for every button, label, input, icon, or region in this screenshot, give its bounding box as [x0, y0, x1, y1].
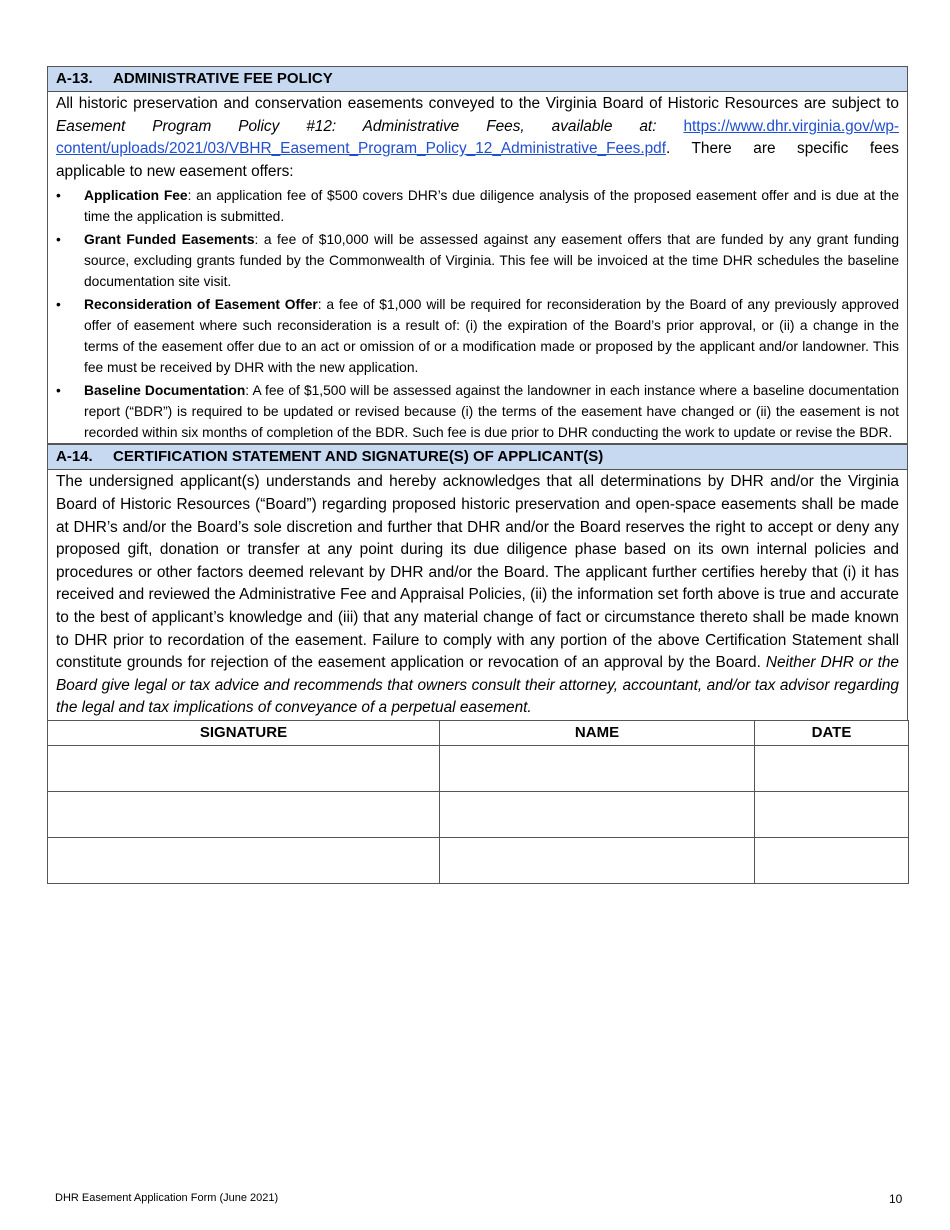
signature-table [47, 720, 909, 884]
bullet-icon: • [56, 297, 61, 313]
fee-item [48, 185, 899, 227]
signature-field[interactable] [48, 837, 440, 883]
section-a13 [47, 66, 908, 443]
section-a13-header [48, 67, 907, 92]
certification-statement [48, 470, 907, 720]
intro-text: All historic preservation and conservation easements conveyed to the Virginia Board of Historic Resources are subject to [56, 95, 899, 112]
bullet-icon: • [56, 232, 61, 248]
date-field[interactable] [755, 745, 909, 791]
section-a13-title: ADMINISTRATIVE FEE POLICY [113, 70, 333, 87]
fee-item [48, 294, 899, 378]
policy-link[interactable]: https://www.dhr.virginia.gov/wp-content/uploads/2021/03/VBHR_Easement_Program_Policy_12_Administrative_Fees.pdf [56, 117, 900, 158]
bullet-icon: • [56, 383, 61, 399]
fee-description: : an application fee of $500 covers DHR’s due diligence analysis of the proposed easement offer and is due at the time the application is submitted. [84, 188, 899, 225]
date-field[interactable] [755, 837, 909, 883]
fee-term: Baseline Documentation [84, 383, 246, 399]
signature-field[interactable] [48, 791, 440, 837]
table-row [48, 791, 909, 837]
footer-form-name: DHR Easement Application Form (June 2021) [55, 1192, 279, 1204]
section-a14-title: CERTIFICATION STATEMENT AND SIGNATURE(S) OF APPLICANT(S) [113, 448, 604, 466]
fee-item [48, 229, 899, 292]
fee-policy-intro [48, 92, 907, 183]
signature-field[interactable] [48, 745, 440, 791]
fee-term: Reconsideration of Easement Offer [84, 297, 318, 313]
signature-column-header: SIGNATURE [48, 720, 440, 745]
form-page [47, 66, 908, 884]
fee-description: : a fee of $1,000 will be required for reconsideration by the Board of any previously approved offer of easement where such reconsideration is a result of: (i) the expiration of the Board’s prior approval, or (ii) a change in the terms of the easement offer due to an act or omission of or a modification made or proposed by the applicant and/or landowner. This fee must be received by DHR with the new application. [84, 297, 899, 376]
table-row [48, 745, 909, 791]
intro-text-end: . There are specific fees applicable to new easement offers: [56, 140, 899, 180]
section-a14-number: A-14. [56, 448, 93, 466]
name-column-header: NAME [440, 720, 755, 745]
table-row [48, 837, 909, 883]
fee-item [48, 380, 899, 443]
fee-description: : A fee of $1,500 will be assessed against the landowner in each instance where a baseline documentation report (“BDR”) is required to be updated or revised because (i) the terms of the easement have changed or (ii) the easement is not recorded within six months of completion of the BDR. Such fee is due prior to DHR conducting the work to update or revise the BDR. [84, 383, 899, 441]
section-a13-number: A-13. [56, 70, 93, 87]
name-field[interactable] [440, 837, 755, 883]
name-field[interactable] [440, 745, 755, 791]
statement-text: The undersigned applicant(s) understands and hereby acknowledges that all determinations by DHR and/or the Virginia Board of Historic Resources (“Board”) regarding proposed historic preservation and open-space easements shall be made at DHR’s and/or the Board’s sole discretion and further that DHR and/or the Board reserves the right to accept or deny any proposed gift, donation or transfer at any point during its due diligence phase based on its own internal policies and procedures or other factors deemed relevant by DHR and/or the Board. The applicant further certifies hereby that (i) it has received and reviewed the Administrative Fee and Appraisal Policies, (ii) the information set forth above is true and accurate to the best of applicant’s knowledge and (iii) that any material change of fact or circumstance thereto shall be made known to DHR prior to recordation of the easement. Failure to comply with any portion of the above Certification Statement shall constitute grounds for rejection of the easement application or revocation of an approval by the Board. [56, 473, 899, 672]
name-field[interactable] [440, 791, 755, 837]
fee-description: : a fee of $10,000 will be assessed against any easement offers that are funded by any grant funding source, excluding grants funded by the Commonwealth of Virginia. This fee will be invoiced at the time DHR schedules the baseline documentation site visit. [84, 232, 899, 290]
page-number: 10 [889, 1192, 903, 1206]
fee-term: Grant Funded Easements [84, 232, 255, 248]
bullet-icon: • [56, 188, 61, 204]
date-field[interactable] [755, 791, 909, 837]
signature-table-header [48, 720, 909, 745]
fee-list [48, 185, 907, 443]
section-a14 [47, 443, 908, 720]
date-column-header: DATE [755, 720, 909, 745]
statement-disclaimer: Neither DHR or the Board give legal or tax advice and recommends that owners consult their attorney, accountant, and/or tax advisor regarding the legal and tax implications of conveyance of a perpetual easement. [56, 654, 899, 717]
fee-term: Application Fee [84, 188, 188, 204]
section-a14-header [48, 444, 907, 470]
policy-reference: Easement Program Policy #12: Administrative Fees, available at: [56, 117, 657, 135]
